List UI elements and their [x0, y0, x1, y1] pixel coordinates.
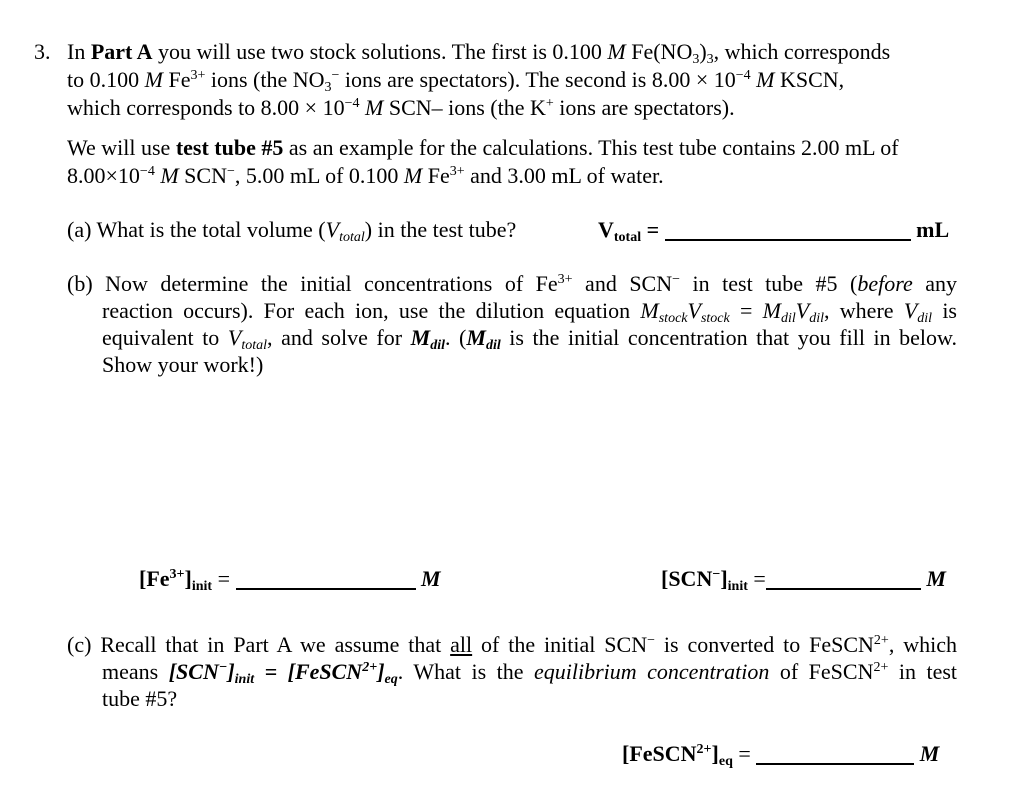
- intro-line-3: which corresponds to $8.00 \times 10^{-4}$ M SCN– ions (the K+ ions are spectators).: [67, 95, 735, 120]
- part-c-line-1: (c) Recall that in Part A we assume that all of the initial SCN− is converted to FeSCN$^{2+}$, which: [67, 632, 957, 657]
- part-b-line-4: Show your work!): [102, 352, 264, 377]
- fe-init-answer-blank[interactable]: [236, 568, 416, 590]
- part-b-line-1: (b) Now determine the initial concentrations of $Fe^{3+}$ and SCN− in test tube #5 (before any: [67, 271, 958, 296]
- example-line-2: $8.00\times 10^{-4}$ M SCN−, 5.00 mL of 0.100 M $Fe^{3+}$ and 3.00 mL of water.: [67, 163, 664, 188]
- fe-init-answer: $[Fe^{3+}]_{init} = M$: [139, 566, 441, 594]
- part-b-line-3: equivalent to $V_{total}$, and solve for $M_{dil}$. ($M_{dil}$ is the initial concentration that you fill in below.: [102, 325, 958, 353]
- part-c-line-3: tube #5?: [102, 686, 178, 711]
- part-a-question: (a) What is the total volume $(V_{total})$ in the test tube?: [67, 217, 517, 245]
- fescn-eq-answer-blank[interactable]: [756, 743, 914, 765]
- part-b-line-2: reaction occurs). For each ion, use the dilution equation $M_{stock}V_{stock} = M_{dil}V_{dil}$, where $V_{dil}$ is: [102, 298, 957, 326]
- vtotal-answer-blank[interactable]: [665, 219, 911, 241]
- scn-init-answer-blank[interactable]: [766, 568, 921, 590]
- part-a-answer: $V_{total}$ = mL: [598, 217, 950, 245]
- intro-line-1: In Part A you will use two stock solutions. The first is 0.100 M $Fe(NO_3)_3$, which corresponds: [67, 39, 891, 67]
- intro-line-2: to 0.100 M $Fe^{3+}$ ions (the $NO_3^-$ ions are spectators). The second is $8.00 \times 10^{-4}$ M KSCN,: [67, 67, 845, 95]
- question-number: 3.: [34, 39, 51, 64]
- part-c-line-2: means $[SCN^-]_{init}$ = $[FeSCN^{2+}]_{eq}$. What is the equilibrium concentration of FeSCN$^{2+}$ in test: [102, 659, 958, 687]
- fescn-eq-answer: $[FeSCN^{2+}]_{eq} = M$: [622, 741, 940, 769]
- example-line-1: We will use test tube #5 as an example for the calculations. This test tube contains 2.00 mL of: [67, 135, 899, 160]
- scn-init-answer: $[SCN^-]_{init} = M$: [661, 566, 946, 594]
